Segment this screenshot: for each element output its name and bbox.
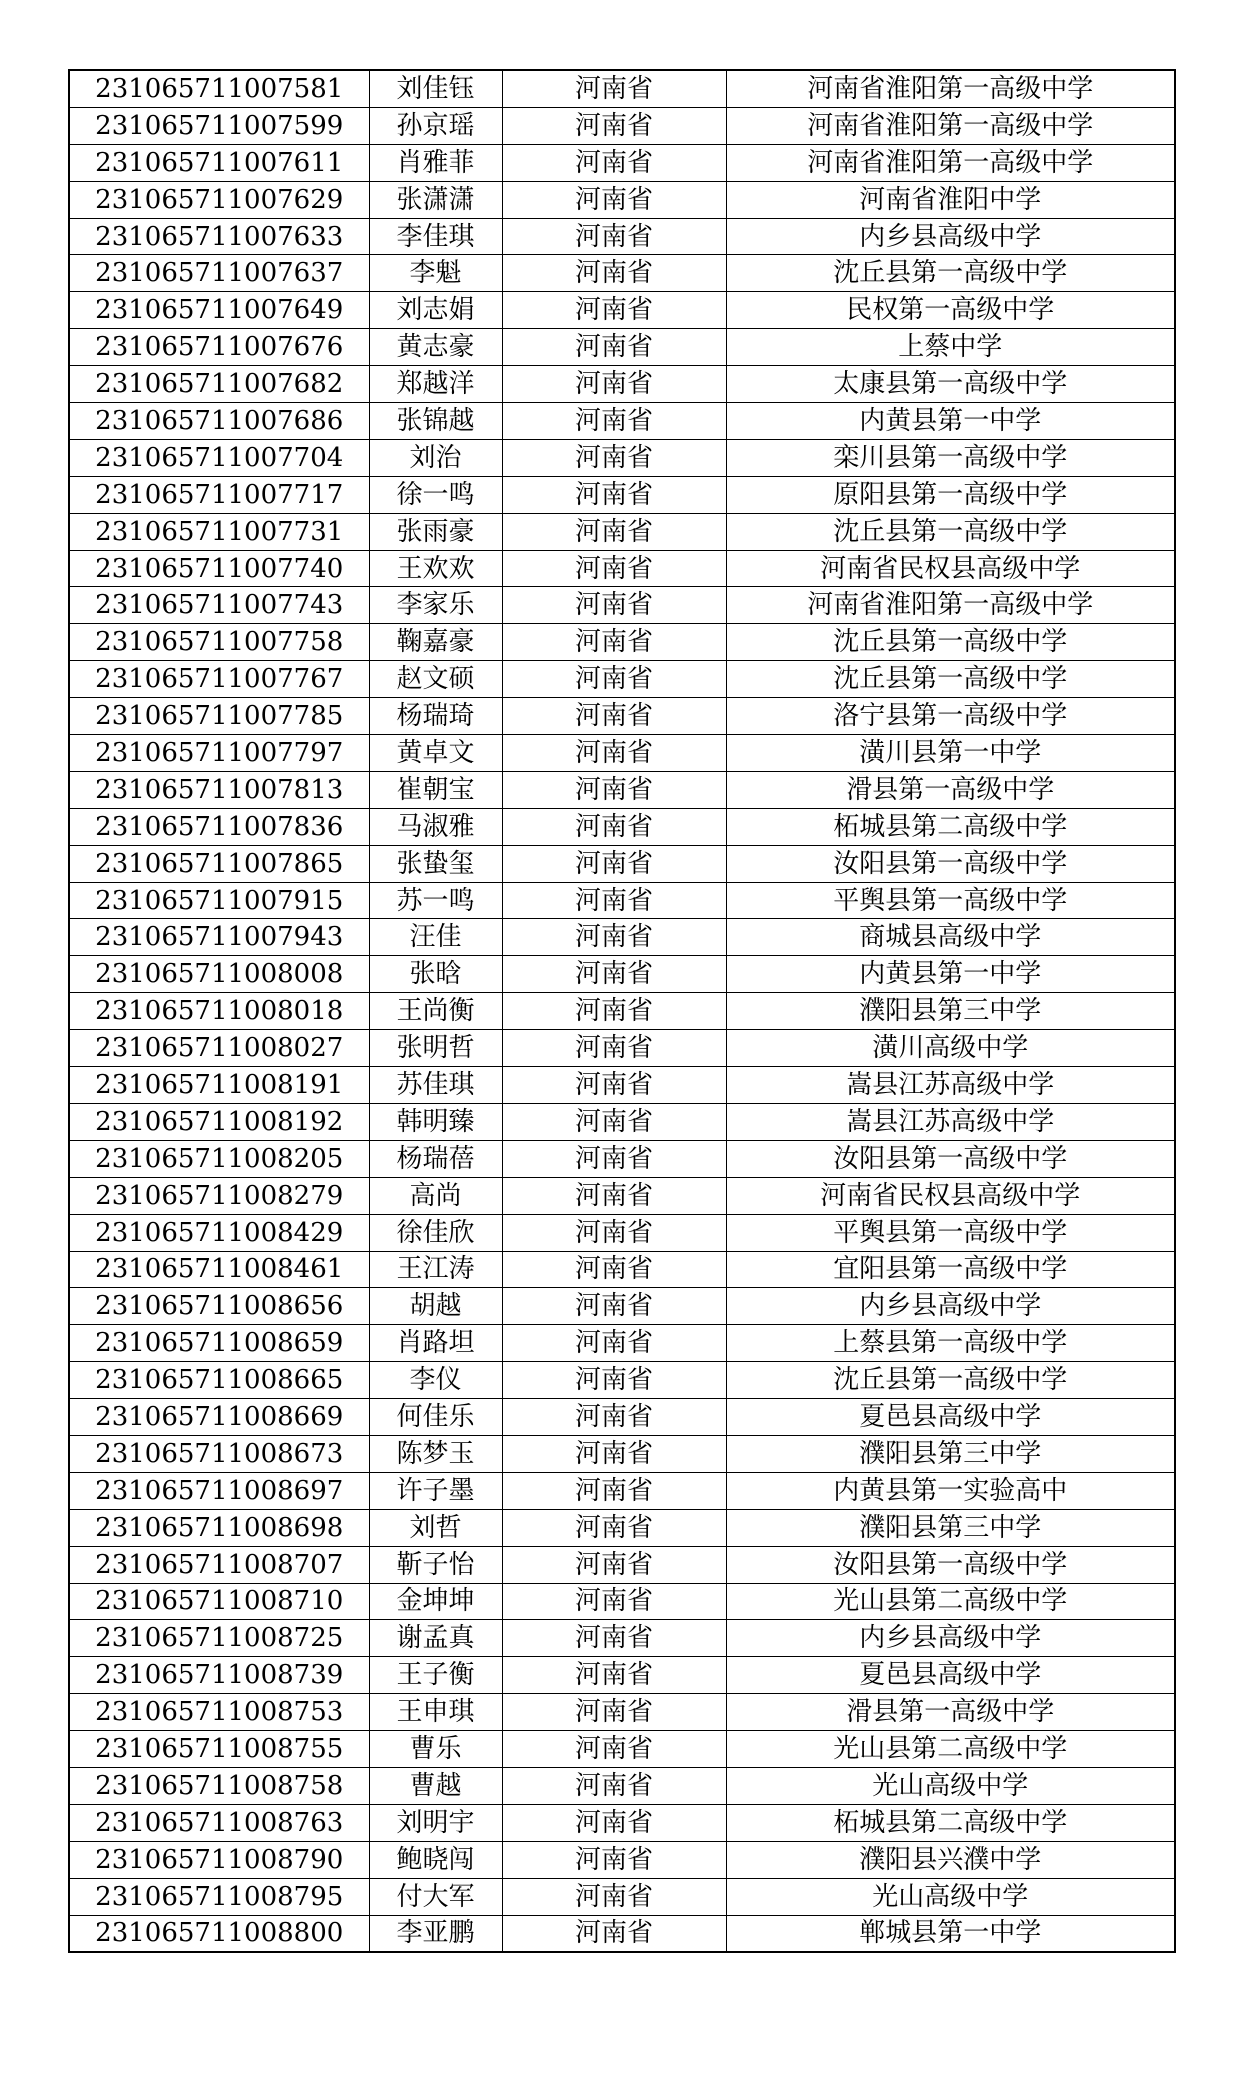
candidate-id-cell: 231065711008800 [69, 1915, 369, 1952]
candidate-id-cell: 231065711008755 [69, 1731, 369, 1768]
student-name-cell: 肖路坦 [369, 1325, 502, 1362]
student-name-cell: 刘佳钰 [369, 70, 502, 107]
student-name-cell: 汪佳 [369, 919, 502, 956]
school-name-cell: 柘城县第二高级中学 [726, 808, 1175, 845]
school-name-cell: 潢川高级中学 [726, 1030, 1175, 1067]
student-name-cell: 徐一鸣 [369, 476, 502, 513]
school-name-cell: 上蔡县第一高级中学 [726, 1325, 1175, 1362]
student-name-cell: 曹越 [369, 1767, 502, 1804]
province-cell: 河南省 [502, 1583, 726, 1620]
table-row [69, 218, 1175, 255]
candidate-id-cell: 231065711007915 [69, 882, 369, 919]
table-row [69, 624, 1175, 661]
student-name-cell: 陈梦玉 [369, 1435, 502, 1472]
candidate-id-cell: 231065711008659 [69, 1325, 369, 1362]
candidate-id-cell: 231065711008698 [69, 1509, 369, 1546]
student-name-cell: 刘明宇 [369, 1804, 502, 1841]
province-cell: 河南省 [502, 1546, 726, 1583]
school-name-cell: 内黄县第一实验高中 [726, 1472, 1175, 1509]
school-name-cell: 内黄县第一中学 [726, 956, 1175, 993]
province-cell: 河南省 [502, 1435, 726, 1472]
school-name-cell: 河南省淮阳第一高级中学 [726, 70, 1175, 107]
roster-body [69, 70, 1175, 1952]
candidate-id-cell: 231065711007581 [69, 70, 369, 107]
student-name-cell: 张晗 [369, 956, 502, 993]
table-row [69, 1472, 1175, 1509]
school-name-cell: 濮阳县第三中学 [726, 1509, 1175, 1546]
table-row [69, 1177, 1175, 1214]
school-name-cell: 濮阳县第三中学 [726, 1435, 1175, 1472]
candidate-id-cell: 231065711008753 [69, 1694, 369, 1731]
school-name-cell: 平舆县第一高级中学 [726, 1214, 1175, 1251]
province-cell: 河南省 [502, 698, 726, 735]
candidate-id-cell: 231065711008027 [69, 1030, 369, 1067]
table-row [69, 1251, 1175, 1288]
candidate-id-cell: 231065711007797 [69, 735, 369, 772]
table-row [69, 882, 1175, 919]
school-name-cell: 郸城县第一中学 [726, 1915, 1175, 1952]
school-name-cell: 潢川县第一中学 [726, 735, 1175, 772]
candidate-id-cell: 231065711008429 [69, 1214, 369, 1251]
province-cell: 河南省 [502, 1841, 726, 1878]
candidate-id-cell: 231065711007633 [69, 218, 369, 255]
province-cell: 河南省 [502, 550, 726, 587]
province-cell: 河南省 [502, 107, 726, 144]
school-name-cell: 沈丘县第一高级中学 [726, 661, 1175, 698]
table-row [69, 292, 1175, 329]
province-cell: 河南省 [502, 1362, 726, 1399]
province-cell: 河南省 [502, 1288, 726, 1325]
student-name-cell: 崔朝宝 [369, 771, 502, 808]
province-cell: 河南省 [502, 956, 726, 993]
school-name-cell: 沈丘县第一高级中学 [726, 624, 1175, 661]
student-name-cell: 苏佳琪 [369, 1067, 502, 1104]
school-name-cell: 汝阳县第一高级中学 [726, 845, 1175, 882]
candidate-id-cell: 231065711007704 [69, 439, 369, 476]
candidate-id-cell: 231065711008669 [69, 1399, 369, 1436]
table-row [69, 771, 1175, 808]
student-name-cell: 金坤坤 [369, 1583, 502, 1620]
candidate-id-cell: 231065711008795 [69, 1878, 369, 1915]
table-row [69, 587, 1175, 624]
school-name-cell: 光山高级中学 [726, 1878, 1175, 1915]
table-row [69, 993, 1175, 1030]
table-row [69, 1435, 1175, 1472]
province-cell: 河南省 [502, 808, 726, 845]
table-row [69, 1878, 1175, 1915]
candidate-id-cell: 231065711008461 [69, 1251, 369, 1288]
school-name-cell: 光山高级中学 [726, 1767, 1175, 1804]
table-row [69, 735, 1175, 772]
school-name-cell: 滑县第一高级中学 [726, 1694, 1175, 1731]
school-name-cell: 河南省民权县高级中学 [726, 1177, 1175, 1214]
province-cell: 河南省 [502, 1509, 726, 1546]
province-cell: 河南省 [502, 476, 726, 513]
province-cell: 河南省 [502, 661, 726, 698]
student-name-cell: 苏一鸣 [369, 882, 502, 919]
student-name-cell: 张雨豪 [369, 513, 502, 550]
school-name-cell: 内乡县高级中学 [726, 1288, 1175, 1325]
student-name-cell: 黄志豪 [369, 329, 502, 366]
table-row [69, 255, 1175, 292]
school-name-cell: 河南省淮阳第一高级中学 [726, 587, 1175, 624]
student-name-cell: 张蛰玺 [369, 845, 502, 882]
candidate-id-cell: 231065711008205 [69, 1140, 369, 1177]
province-cell: 河南省 [502, 993, 726, 1030]
province-cell: 河南省 [502, 1030, 726, 1067]
province-cell: 河南省 [502, 513, 726, 550]
province-cell: 河南省 [502, 1804, 726, 1841]
table-row [69, 1140, 1175, 1177]
province-cell: 河南省 [502, 329, 726, 366]
province-cell: 河南省 [502, 181, 726, 218]
school-name-cell: 柘城县第二高级中学 [726, 1804, 1175, 1841]
candidate-id-cell: 231065711007731 [69, 513, 369, 550]
province-cell: 河南省 [502, 1325, 726, 1362]
table-row [69, 1030, 1175, 1067]
candidate-id-cell: 231065711007758 [69, 624, 369, 661]
table-row [69, 1767, 1175, 1804]
student-name-cell: 郑越洋 [369, 366, 502, 403]
school-name-cell: 内黄县第一中学 [726, 403, 1175, 440]
student-name-cell: 张潇潇 [369, 181, 502, 218]
school-name-cell: 上蔡中学 [726, 329, 1175, 366]
student-name-cell: 杨瑞琦 [369, 698, 502, 735]
province-cell: 河南省 [502, 735, 726, 772]
candidate-id-cell: 231065711008279 [69, 1177, 369, 1214]
candidate-id-cell: 231065711008673 [69, 1435, 369, 1472]
table-row [69, 1288, 1175, 1325]
student-name-cell: 赵文硕 [369, 661, 502, 698]
province-cell: 河南省 [502, 624, 726, 661]
candidate-id-cell: 231065711008018 [69, 993, 369, 1030]
candidate-id-cell: 231065711007686 [69, 403, 369, 440]
student-name-cell: 李佳琪 [369, 218, 502, 255]
table-row [69, 1731, 1175, 1768]
table-row [69, 107, 1175, 144]
table-row [69, 845, 1175, 882]
province-cell: 河南省 [502, 1731, 726, 1768]
school-name-cell: 濮阳县兴濮中学 [726, 1841, 1175, 1878]
school-name-cell: 沈丘县第一高级中学 [726, 513, 1175, 550]
table-row [69, 1067, 1175, 1104]
student-name-cell: 谢孟真 [369, 1620, 502, 1657]
candidate-id-cell: 231065711007836 [69, 808, 369, 845]
student-name-cell: 刘志娟 [369, 292, 502, 329]
candidate-id-cell: 231065711008707 [69, 1546, 369, 1583]
candidate-id-cell: 231065711007785 [69, 698, 369, 735]
student-name-cell: 许子墨 [369, 1472, 502, 1509]
province-cell: 河南省 [502, 1472, 726, 1509]
province-cell: 河南省 [502, 1915, 726, 1952]
table-row [69, 366, 1175, 403]
candidate-id-cell: 231065711007599 [69, 107, 369, 144]
table-row [69, 144, 1175, 181]
table-row [69, 1694, 1175, 1731]
table-row [69, 1214, 1175, 1251]
table-row [69, 1399, 1175, 1436]
province-cell: 河南省 [502, 403, 726, 440]
province-cell: 河南省 [502, 439, 726, 476]
province-cell: 河南省 [502, 255, 726, 292]
school-name-cell: 平舆县第一高级中学 [726, 882, 1175, 919]
school-name-cell: 夏邑县高级中学 [726, 1657, 1175, 1694]
student-name-cell: 鞠嘉豪 [369, 624, 502, 661]
table-row [69, 1583, 1175, 1620]
school-name-cell: 民权第一高级中学 [726, 292, 1175, 329]
table-row [69, 403, 1175, 440]
school-name-cell: 内乡县高级中学 [726, 1620, 1175, 1657]
province-cell: 河南省 [502, 1767, 726, 1804]
province-cell: 河南省 [502, 1251, 726, 1288]
student-name-cell: 张锦越 [369, 403, 502, 440]
candidate-id-cell: 231065711008656 [69, 1288, 369, 1325]
student-name-cell: 曹乐 [369, 1731, 502, 1768]
student-name-cell: 马淑雅 [369, 808, 502, 845]
province-cell: 河南省 [502, 70, 726, 107]
table-row [69, 513, 1175, 550]
candidate-id-cell: 231065711008697 [69, 1472, 369, 1509]
province-cell: 河南省 [502, 366, 726, 403]
candidate-id-cell: 231065711008739 [69, 1657, 369, 1694]
table-row [69, 1804, 1175, 1841]
student-name-cell: 李亚鹏 [369, 1915, 502, 1952]
table-row [69, 70, 1175, 107]
school-name-cell: 栾川县第一高级中学 [726, 439, 1175, 476]
student-name-cell: 李家乐 [369, 587, 502, 624]
table-row [69, 698, 1175, 735]
school-name-cell: 太康县第一高级中学 [726, 366, 1175, 403]
candidate-id-cell: 231065711007676 [69, 329, 369, 366]
table-row [69, 1657, 1175, 1694]
student-name-cell: 肖雅菲 [369, 144, 502, 181]
student-name-cell: 高尚 [369, 1177, 502, 1214]
province-cell: 河南省 [502, 1177, 726, 1214]
candidate-id-cell: 231065711007682 [69, 366, 369, 403]
candidate-id-cell: 231065711007767 [69, 661, 369, 698]
school-name-cell: 河南省淮阳第一高级中学 [726, 144, 1175, 181]
candidate-id-cell: 231065711008763 [69, 1804, 369, 1841]
province-cell: 河南省 [502, 1067, 726, 1104]
table-row [69, 1915, 1175, 1952]
student-name-cell: 鲍晓闯 [369, 1841, 502, 1878]
school-name-cell: 商城县高级中学 [726, 919, 1175, 956]
candidate-id-cell: 231065711007743 [69, 587, 369, 624]
school-name-cell: 河南省淮阳中学 [726, 181, 1175, 218]
candidate-id-cell: 231065711008758 [69, 1767, 369, 1804]
province-cell: 河南省 [502, 919, 726, 956]
student-name-cell: 孙京瑶 [369, 107, 502, 144]
student-name-cell: 王子衡 [369, 1657, 502, 1694]
province-cell: 河南省 [502, 771, 726, 808]
candidate-id-cell: 231065711008191 [69, 1067, 369, 1104]
school-name-cell: 沈丘县第一高级中学 [726, 1362, 1175, 1399]
student-name-cell: 杨瑞蓓 [369, 1140, 502, 1177]
province-cell: 河南省 [502, 292, 726, 329]
candidate-id-cell: 231065711008710 [69, 1583, 369, 1620]
student-name-cell: 徐佳欣 [369, 1214, 502, 1251]
candidate-id-cell: 231065711007943 [69, 919, 369, 956]
school-name-cell: 原阳县第一高级中学 [726, 476, 1175, 513]
candidate-id-cell: 231065711007865 [69, 845, 369, 882]
school-name-cell: 嵩县江苏高级中学 [726, 1067, 1175, 1104]
province-cell: 河南省 [502, 1878, 726, 1915]
province-cell: 河南省 [502, 845, 726, 882]
province-cell: 河南省 [502, 882, 726, 919]
table-row [69, 956, 1175, 993]
table-row [69, 550, 1175, 587]
student-name-cell: 付大军 [369, 1878, 502, 1915]
candidate-id-cell: 231065711008008 [69, 956, 369, 993]
table-row [69, 476, 1175, 513]
table-row [69, 1509, 1175, 1546]
school-name-cell: 洛宁县第一高级中学 [726, 698, 1175, 735]
province-cell: 河南省 [502, 1214, 726, 1251]
province-cell: 河南省 [502, 1140, 726, 1177]
school-name-cell: 河南省民权县高级中学 [726, 550, 1175, 587]
roster-table [68, 69, 1176, 1953]
table-row [69, 1546, 1175, 1583]
province-cell: 河南省 [502, 1620, 726, 1657]
table-row [69, 1325, 1175, 1362]
candidate-id-cell: 231065711007649 [69, 292, 369, 329]
candidate-id-cell: 231065711007637 [69, 255, 369, 292]
school-name-cell: 濮阳县第三中学 [726, 993, 1175, 1030]
student-name-cell: 李仪 [369, 1362, 502, 1399]
candidate-id-cell: 231065711007629 [69, 181, 369, 218]
table-row [69, 919, 1175, 956]
school-name-cell: 汝阳县第一高级中学 [726, 1546, 1175, 1583]
school-name-cell: 夏邑县高级中学 [726, 1399, 1175, 1436]
student-name-cell: 韩明臻 [369, 1103, 502, 1140]
province-cell: 河南省 [502, 1103, 726, 1140]
province-cell: 河南省 [502, 218, 726, 255]
candidate-id-cell: 231065711008725 [69, 1620, 369, 1657]
table-row [69, 1841, 1175, 1878]
province-cell: 河南省 [502, 587, 726, 624]
student-name-cell: 张明哲 [369, 1030, 502, 1067]
student-name-cell: 李魁 [369, 255, 502, 292]
school-name-cell: 光山县第二高级中学 [726, 1583, 1175, 1620]
student-name-cell: 胡越 [369, 1288, 502, 1325]
school-name-cell: 嵩县江苏高级中学 [726, 1103, 1175, 1140]
candidate-id-cell: 231065711008665 [69, 1362, 369, 1399]
student-name-cell: 王江涛 [369, 1251, 502, 1288]
school-name-cell: 内乡县高级中学 [726, 218, 1175, 255]
table-row [69, 808, 1175, 845]
student-name-cell: 黄卓文 [369, 735, 502, 772]
table-row [69, 329, 1175, 366]
school-name-cell: 光山县第二高级中学 [726, 1731, 1175, 1768]
province-cell: 河南省 [502, 1399, 726, 1436]
candidate-id-cell: 231065711008192 [69, 1103, 369, 1140]
student-name-cell: 刘哲 [369, 1509, 502, 1546]
school-name-cell: 宜阳县第一高级中学 [726, 1251, 1175, 1288]
province-cell: 河南省 [502, 1657, 726, 1694]
school-name-cell: 滑县第一高级中学 [726, 771, 1175, 808]
candidate-id-cell: 231065711007717 [69, 476, 369, 513]
table-row [69, 439, 1175, 476]
table-row [69, 181, 1175, 218]
table-row [69, 1362, 1175, 1399]
school-name-cell: 汝阳县第一高级中学 [726, 1140, 1175, 1177]
province-cell: 河南省 [502, 144, 726, 181]
student-name-cell: 王申琪 [369, 1694, 502, 1731]
school-name-cell: 河南省淮阳第一高级中学 [726, 107, 1175, 144]
candidate-id-cell: 231065711008790 [69, 1841, 369, 1878]
province-cell: 河南省 [502, 1694, 726, 1731]
school-name-cell: 沈丘县第一高级中学 [726, 255, 1175, 292]
student-name-cell: 王尚衡 [369, 993, 502, 1030]
student-name-cell: 刘治 [369, 439, 502, 476]
candidate-id-cell: 231065711007611 [69, 144, 369, 181]
table-row [69, 1103, 1175, 1140]
student-name-cell: 何佳乐 [369, 1399, 502, 1436]
student-name-cell: 靳子怡 [369, 1546, 502, 1583]
table-row [69, 661, 1175, 698]
candidate-id-cell: 231065711007813 [69, 771, 369, 808]
candidate-id-cell: 231065711007740 [69, 550, 369, 587]
table-row [69, 1620, 1175, 1657]
student-name-cell: 王欢欢 [369, 550, 502, 587]
